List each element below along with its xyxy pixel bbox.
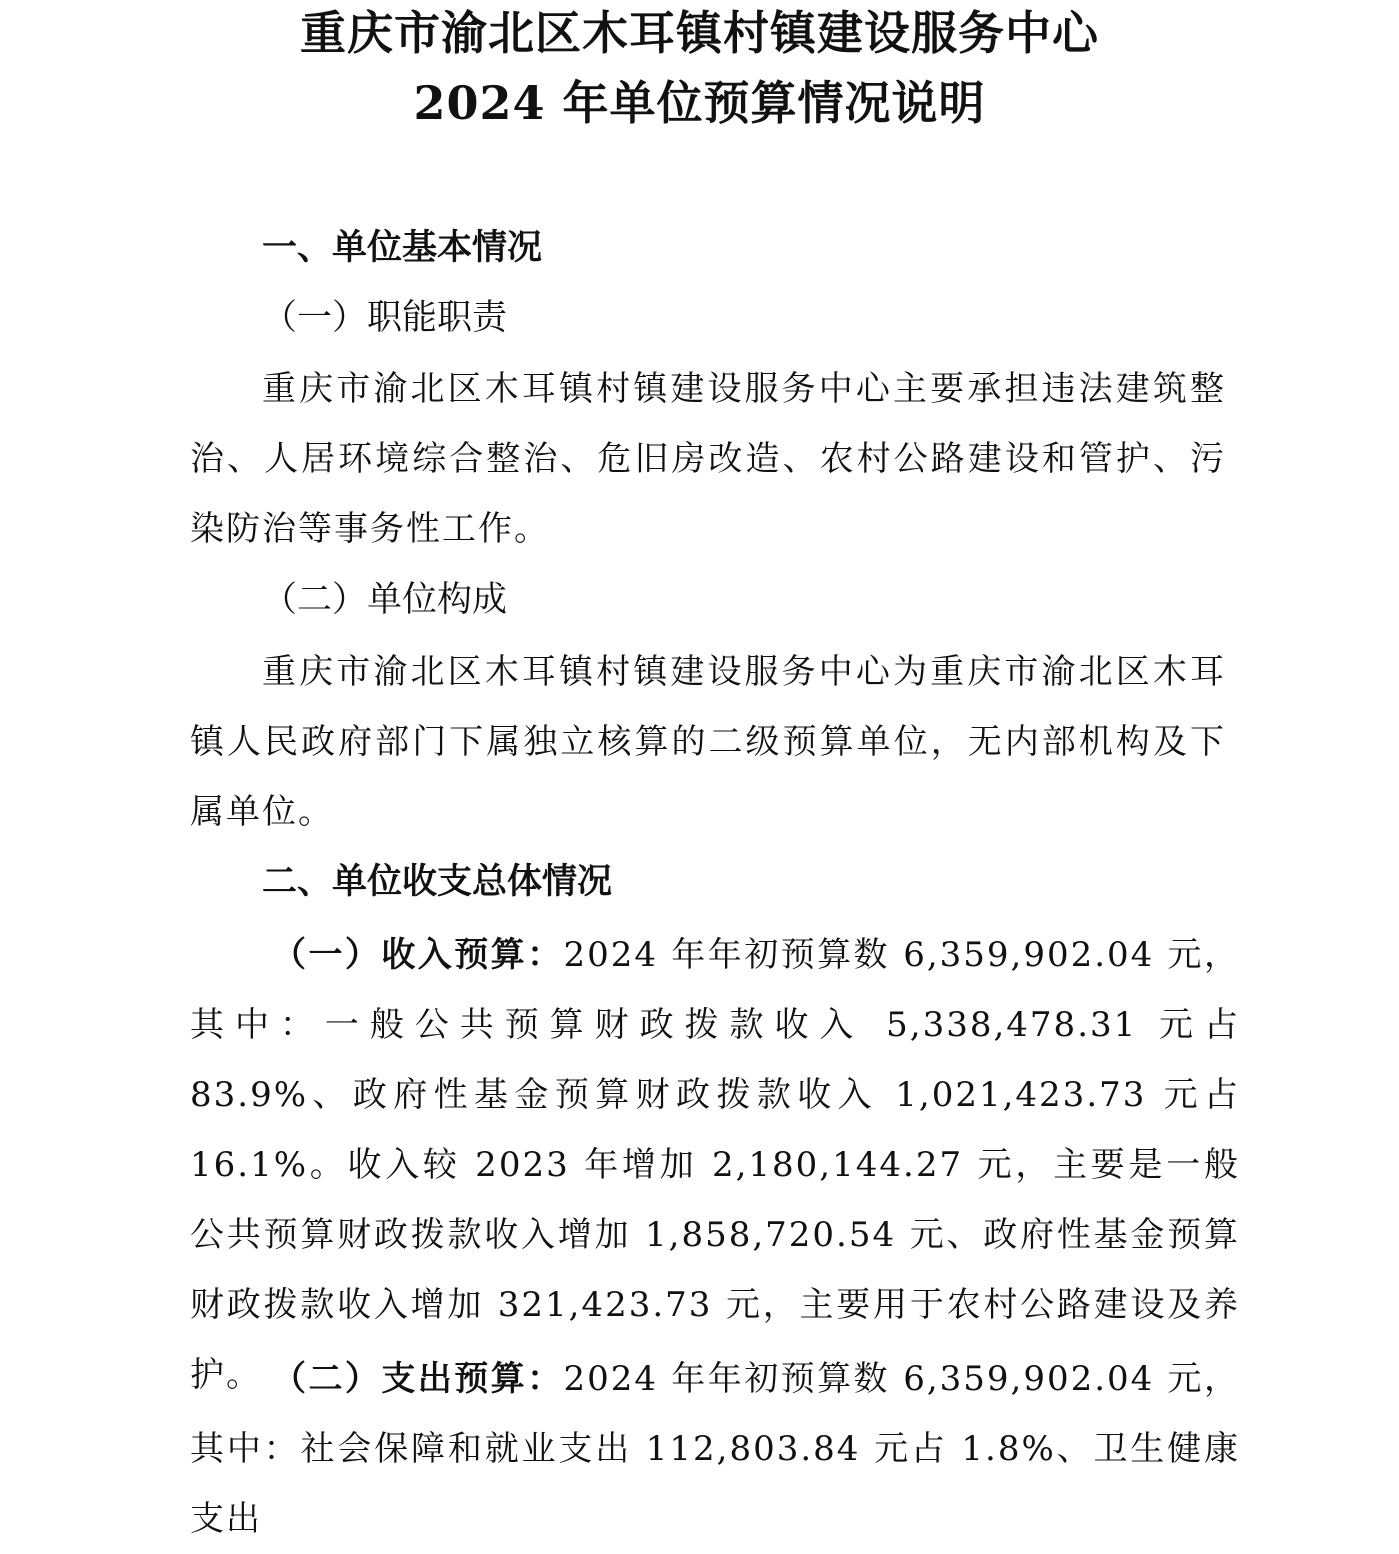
document-title-line-2: 2024 年单位预算情况说明: [413, 76, 986, 130]
document-title-line-1: 重庆市渝北区木耳镇村镇建设服务中心: [300, 6, 1099, 60]
section-2-heading: 二、单位收支总体情况: [262, 861, 613, 902]
expense-text: 2024 年年初预算数 6,359,902.04 元，其中：社会保障和就业支出 112,803.84 元占 1.8%、卫生健康支出: [190, 1359, 1241, 1539]
income-label: （一）收入预算：: [272, 935, 564, 975]
income-text: 2024 年年初预算数 6,359,902.04 元，其中：一般公共预算财政拨款收入 5,338,478.31 元占 83.9%、政府性基金预算财政拨款收入 1,021,423.73 元占 16.1%。收入较 2023 年增加 2,180,144.27 元，主要是一般公共预算财政拨款收入增加 1,858,720.54 元、政府性基金预算财政拨款收入增加 321,423.73 元，主要用于农村公路建设及养护。: [190, 935, 1241, 1395]
subsection-duties-heading: （一）职能职责: [262, 298, 508, 338]
income-paragraph: [190, 920, 1240, 1410]
expense-paragraph: [190, 1344, 1240, 1554]
expense-label: （二）支出预算：: [272, 1359, 564, 1399]
subsection-composition-heading: （二）单位构成: [262, 580, 508, 620]
duties-paragraph: 重庆市渝北区木耳镇村镇建设服务中心主要承担违法建筑整治、人居环境综合整治、危旧房改造、农村公路建设和管护、污染防治等事务性工作。: [190, 369, 1226, 549]
section-1-heading: 一、单位基本情况: [262, 227, 543, 268]
composition-paragraph: 重庆市渝北区木耳镇村镇建设服务中心为重庆市渝北区木耳镇人民政府部门下属独立核算的二级预算单位，无内部机构及下属单位。: [190, 652, 1226, 832]
